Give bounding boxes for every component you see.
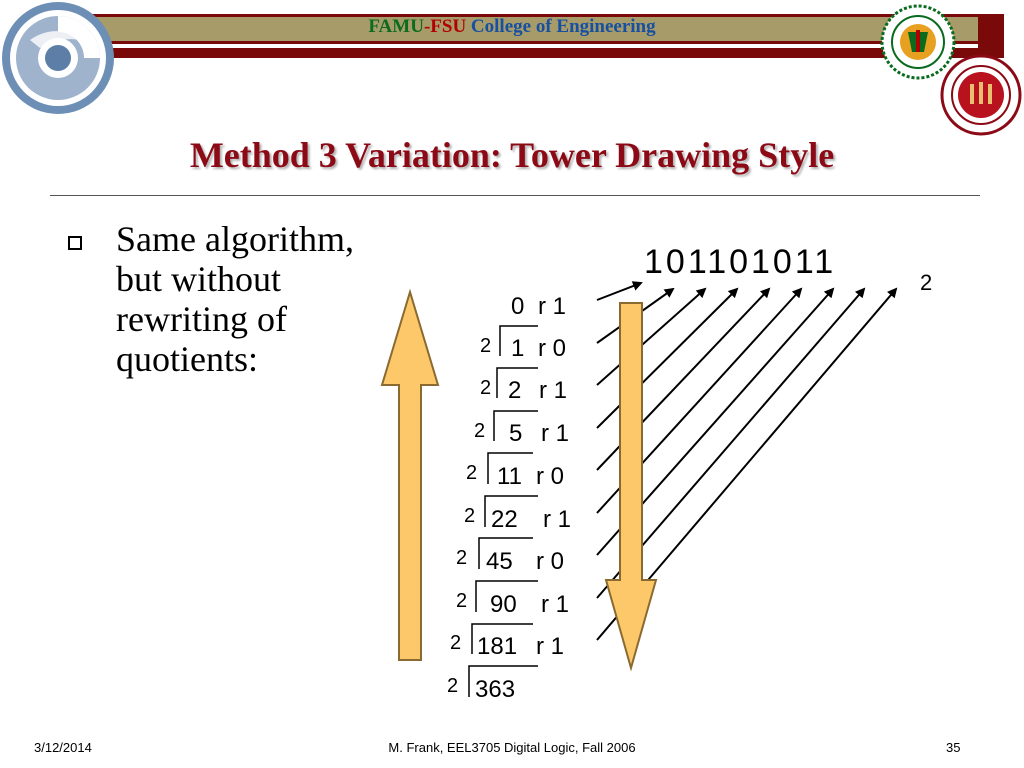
dividend-value: 11 [497,463,522,490]
divisor-label: 2 [466,462,478,484]
dividend-value: 45 [486,548,513,575]
dividend-value: 2 [508,377,522,404]
header-famu: FAMU [368,16,424,37]
bullet-line: but without [116,258,282,299]
binary-result: 101101011 [644,243,837,281]
footer-date: 3/12/2014 [34,740,92,755]
dividend-value: 363 [475,676,516,703]
remainder-label: r 1 [541,420,570,447]
remainder-label: r 1 [543,506,572,533]
quotient-zero: 0 [511,293,525,320]
up-arrow-icon [382,292,438,660]
bullet-line: quotients: [116,338,258,379]
divisor-label: 2 [456,547,468,569]
remainder-label: r 1 [541,591,570,618]
remainder-label: r 0 [536,548,565,575]
remainder-label: r 1 [536,633,565,660]
divisor-label: 2 [450,632,462,654]
divisor-label: 2 [456,590,468,612]
dividend-value: 181 [477,633,518,660]
remainder-label: r 0 [538,335,567,362]
divisor-label: 2 [464,505,476,527]
divisor-label: 2 [474,420,486,442]
header-fsu: FSU [430,16,467,37]
page-number: 35 [946,740,961,755]
divisor-label: 2 [480,335,492,357]
bullet-line: rewriting of [116,298,287,339]
remainder-label: r 1 [539,377,568,404]
remainder-label: r 1 [538,293,567,320]
dividend-value: 90 [490,591,517,618]
down-arrow-icon [606,303,656,668]
dividend-value: 22 [491,506,518,533]
bullet-line: Same algorithm, [116,219,354,259]
remainder-arrow [597,289,737,428]
remainder-label: r 0 [536,463,565,490]
header-dash: - [423,16,431,37]
slide-title: Method 3 Variation: Tower Drawing Style [189,135,835,175]
divisor-label: 2 [480,377,492,399]
binary-base-subscript: 2 [920,270,933,295]
divisor-label: 2 [447,675,459,697]
remainder-arrow [597,283,641,300]
header-college: College of Engineering [466,16,656,37]
dividend-value: 5 [509,420,523,447]
footer-credit: M. Frank, EEL3705 Digital Logic, Fall 2006 [388,740,636,755]
dividend-value: 1 [511,335,525,362]
